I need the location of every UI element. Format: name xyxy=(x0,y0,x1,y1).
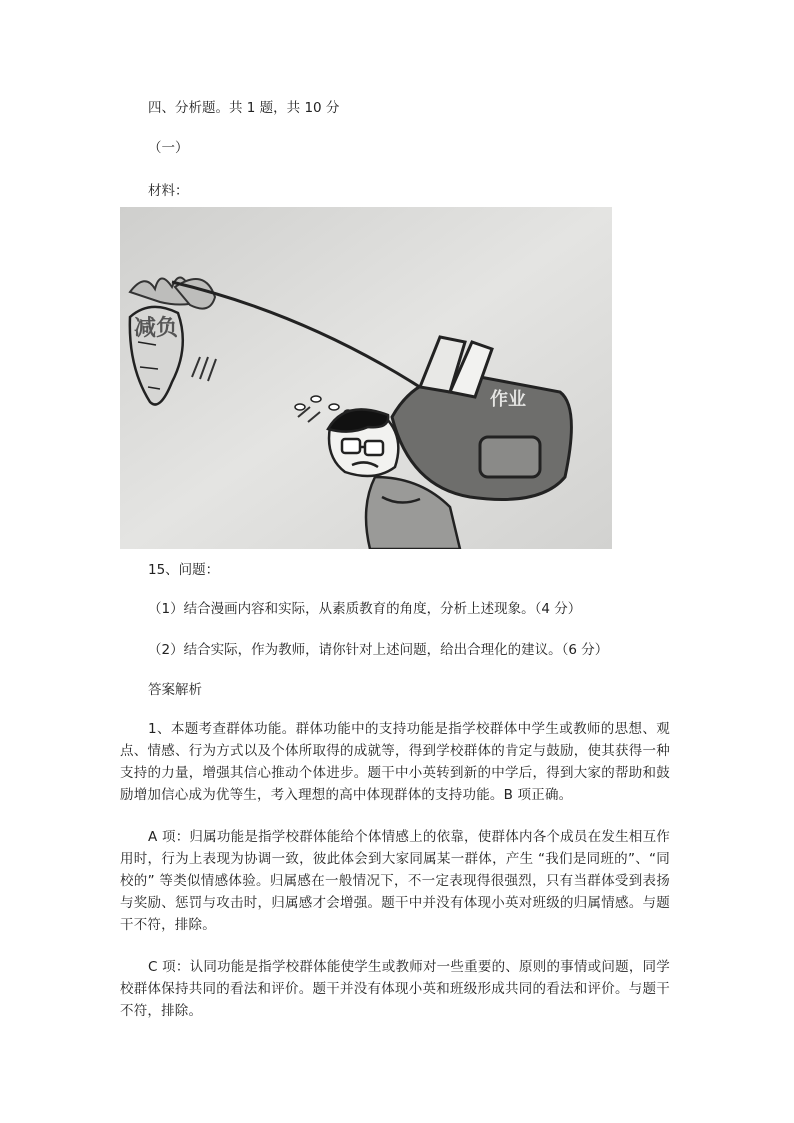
part-label: （一） xyxy=(148,140,189,156)
question-heading: 15、问题： xyxy=(148,562,220,578)
answer-paragraph-1: 1、本题考查群体功能。群体功能中的支持功能是指学校群体中学生或教师的思想、观点、情感、行为方式以及个体所取得的成就等，得到学校群体的肯定与鼓励，使其获得一种支持的力量，增强其信心推动个体进步。题干中小英转到新的中学后，得到大家的帮助和鼓励增加信心成为优等生，考入理想的高中体现群体的支持功能。B 项正确。 xyxy=(120,721,670,803)
question-1: （1）结合漫画内容和实际，从素质教育的角度，分析上述现象。（4 分） xyxy=(148,601,582,617)
backpack-text: 作业 xyxy=(490,389,526,410)
answer-paragraph-c: C 项：认同功能是指学校群体能使学生或教师对一些重要的、原则的事情或问题，同学校群体保持共同的看法和评价。题干并没有体现小英和班级形成共同的看法和评价。与题干不符，排除。 xyxy=(120,959,670,1019)
material-label: 材料： xyxy=(148,183,189,199)
question-2: （2）结合实际，作为教师，请你针对上述问题，给出合理化的建议。（6 分） xyxy=(148,642,609,658)
answer-heading: 答案解析 xyxy=(148,682,202,698)
section-title: 四、分析题。共 1 题，共 10 分 xyxy=(148,100,340,116)
cartoon-image xyxy=(120,207,612,549)
answer-paragraph-a: A 项：归属功能是指学校群体能给个体情感上的依靠，使群体内各个成员在发生相互作用时，行为上表现为协调一致，彼此体会到大家同属某一群体，产生 “我们是同班的”、“同校的” 等类似情感体验。归属感在一般情况下，不一定表现得很强烈，只有当群体受到表扬与奖励、惩罚与攻击时，归属感才会增强。题干中并没有体现小英对班级的归属情感。与题干不符，排除。 xyxy=(120,829,670,933)
carrot-text: 减负 xyxy=(134,316,179,341)
